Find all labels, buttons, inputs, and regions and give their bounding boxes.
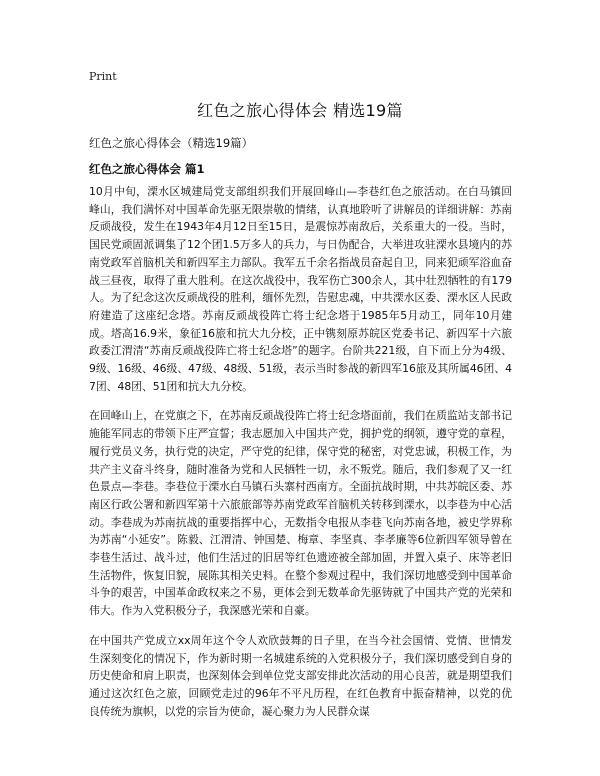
paragraph-2: 在回峰山上，在党旗之下，在苏南反顽战役阵亡将士纪念塔面前，我们在质监站支部书记施能军同志的带领下庄严宣誓；我志愿加入中国共产党，拥护党的纲领，遵守党的章程，履行党员义务，执行党的决定，严守党的纪律，保守党的秘密，对党忠诚，积极工作，为共产主义奋斗终身，随时准备为党和人民牺牲一切，永不叛党。随后，我们参观了又一红色景点—李巷。李巷位于溧水白马镇石头寨村西南方。全面抗战时期，中共苏皖区委、苏南区行政公署和新四军第十六旅旅部等苏南党政军首脑机关转移到溧水，以李巷为中心活动。李巷成为苏南抗战的重要指挥中心，无数指令电报从李巷飞向苏南各地，被史学界称为苏南“小延安”。陈毅、江渭清、钟国楚、梅章、李坚真、李孝廉等6位新四军领导曾在李巷生活过、战斗过，他们生活过的旧居等红色遗迹被全部加固，并置入桌子、床等老旧生活物件，恢复旧貌，展陈其相关史料。在整个参观过程中，我们深切地感受到中国革命斗争的艰苦，中国革命政权来之不易，更体会到无数革命先驱铸就了中国共产党的光荣和伟大。作为入党积极分子，我深感光荣和自豪。: [89, 409, 512, 618]
document-subtitle: 红色之旅心得体会（精选19篇）: [89, 136, 254, 150]
paragraph-3: 在中国共产党成立xx周年这个令人欢欣鼓舞的日子里，在当今社会国情、党情、世情发生深刻变化的情况下，作为新时期一名城建系统的入党积极分子，我们深切感受到自身的历史使命和肩上职责，也深刻体会到单位党支部安排此次活动的用心良苦，就是期望我们通过这次红色之旅，回顾党走过的96年不平凡历程，在红色教育中振奋精神，以党的优良传统为旗帜，以党的宗旨为使命，凝心聚力为人民群众谋: [89, 633, 512, 718]
paragraph-1: 10月中旬，溧水区城建局党支部组织我们开展回峰山—李巷红色之旅活动。在白马镇回峰山，我们满怀对中国革命先驱无限崇敬的情绪，认真地聆听了讲解员的详细讲解：苏南反顽战役，发生在1943年4月12日至15日，是震惊苏南敌后，关系重大的一役。当时，国民党顽固派调集了12个团1.5万多人的兵力，与日伪配合，大举进攻驻溧水县境内的苏南党政军首脑机关和新四军主力部队。我军五千余名指战员奋起自卫，同来犯顽军浴血奋战三昼夜，取得了重大胜利。在这次战役中，我军伤亡300余人，其中壮烈牺牲的有179人。为了纪念这次反顽战役的胜利，缅怀先烈，告慰忠魂，中共溧水区委、溧水区人民政府建造了这座纪念塔。苏南反顽战役阵亡将士纪念塔于1985年5月动工，同年10月建成。塔高16.9米，象征16旅和抗大九分校，正中镌刻原苏皖区党委书记、新四军十六旅政委江渭清“苏南反顽战役阵亡将士纪念塔”的题字。台阶共221级，自下而上分为4级、9级、16级、46级、47级、48级、51级，表示当时参战的新四军16旅及其所属46团、47团、48团、51团和抗大九分校。: [89, 185, 513, 393]
article-body: [89, 183, 512, 732]
page-title: 红色之旅心得体会 精选19篇: [197, 101, 403, 120]
print-link[interactable]: Print: [89, 70, 117, 83]
section-heading: 红色之旅心得体会 篇1: [89, 162, 205, 176]
